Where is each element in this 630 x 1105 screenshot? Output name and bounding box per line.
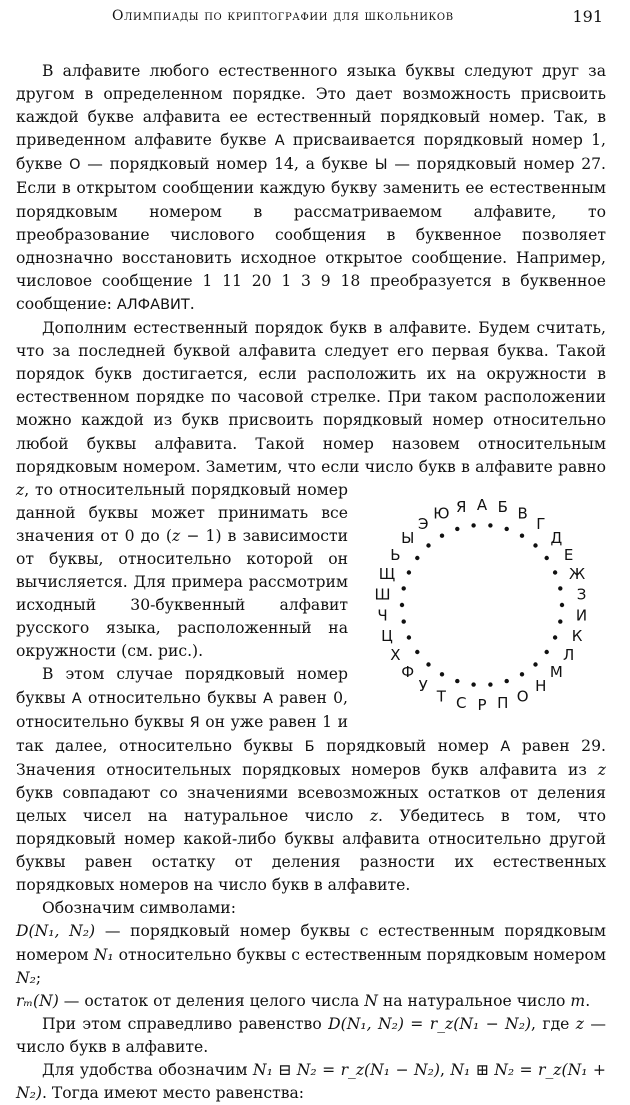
- article-body: [16, 60, 606, 1105]
- letter-y: Ы: [374, 157, 388, 174]
- circle-dot: [558, 619, 562, 623]
- circle-dot: [553, 570, 557, 574]
- circle-dot: [407, 570, 411, 574]
- circle-letter: У: [418, 676, 428, 695]
- circle-letter: Д: [550, 528, 563, 547]
- page-header: [0, 0, 630, 36]
- circle-letter: Э: [417, 514, 429, 533]
- circle-letter: Ю: [433, 504, 450, 523]
- letter-a: А: [274, 133, 285, 150]
- circle-letter: З: [576, 585, 587, 604]
- circle-letter: С: [455, 693, 467, 712]
- circle-letter: Я: [455, 497, 467, 516]
- circle-letter: Е: [563, 545, 574, 564]
- circle-dot: [560, 602, 564, 606]
- equation-minus: N₁ ⊟ N₂ = r_z(N₁ − N₂): [252, 1061, 440, 1080]
- circle-dot: [471, 523, 475, 527]
- circle-dot: [415, 649, 419, 653]
- page-number: 191: [572, 7, 603, 26]
- circle-dot: [455, 526, 459, 530]
- circle-letter: К: [571, 626, 583, 645]
- circle-letter: П: [497, 693, 509, 712]
- circle-letter: Ч: [377, 606, 388, 625]
- equation-d: D(N₁, N₂) = r_z(N₁ − N₂): [328, 1014, 532, 1033]
- equation-plus: N₁ ⊞ N₂ = r_z(N₁ + N₂): [16, 1061, 606, 1103]
- circle-dot: [553, 635, 557, 639]
- circle-dot: [426, 543, 430, 547]
- circle-letter: Ы: [401, 528, 415, 547]
- circle-letter: Ь: [390, 545, 401, 564]
- paragraph-relative-number: В этом случае порядковый номер буквы А относительно буквы А равен 0, относительно буквы Я он уже равен 1 и так далее, относительно буквы Б порядковый номер А равен 29. Значения относительных порядковых номеров букв алфавита из z букв совпадают со значениями всевозможных остатков от деления целых чисел на натуральное число z. Убедитесь в том, что порядковый номер какой-либо буквы алфавита относительно другой буквы равен остатку от деления разности их естественных порядковых номеров на число букв в алфавите.: [16, 665, 606, 895]
- circle-letter: Р: [477, 695, 487, 714]
- circle-letter: Б: [497, 497, 508, 516]
- circle-letter: Н: [535, 676, 547, 695]
- circle-letter: Ш: [374, 585, 391, 604]
- circle-dot: [533, 662, 537, 666]
- circle-dot: [545, 649, 549, 653]
- circle-dot: [545, 555, 549, 559]
- circle-dot: [402, 586, 406, 590]
- circle-dot: [471, 682, 475, 686]
- circle-dot: [520, 533, 524, 537]
- circle-letter: О: [516, 687, 529, 706]
- definition-r: rₘ(N) — остаток от деления целого числа N на натуральное число m.: [16, 991, 591, 1010]
- circle-letter: Л: [562, 645, 575, 664]
- circle-letter: Ж: [569, 564, 586, 583]
- circle-dot: [488, 523, 492, 527]
- paragraph-notation: Обозначим символами:: [42, 899, 236, 918]
- paragraph-alphabet-order: В алфавите любого естественного языка буквы следуют друг за другом в определенном порядке. Это дает возможность присвоить каждой букве алфавита ее естественный порядковый номер. Так, в приведенном алфавите букве А присваивается порядковый номер 1, букве О — порядковый номер 14, а букве Ы — порядковый номер 27. Если в открытом сообщении каждую букву заменить ее естественным порядковым номером в рассматриваемом алфавите, то преобразование числового сообщения в буквенное позволяет однозначно восстановить исходное открытое сообщение. Например, числовое сообщение 1 11 20 1 3 9 18 преобразуется в буквенное сообщение: АЛФАВИТ.: [16, 62, 607, 313]
- running-title: Олимпиады по криптографии для школьников: [112, 8, 454, 24]
- word-alfavit: АЛФАВИТ: [116, 296, 190, 313]
- circle-letter: Х: [390, 645, 401, 664]
- circle-dot: [402, 619, 406, 623]
- circle-dot: [558, 586, 562, 590]
- circle-dot: [505, 526, 509, 530]
- circle-letter: Г: [536, 514, 546, 533]
- circle-dot: [455, 679, 459, 683]
- circle-letter: А: [476, 495, 488, 514]
- circle-dot: [533, 543, 537, 547]
- circle-letter: В: [517, 504, 528, 523]
- circle-letter: М: [549, 662, 563, 681]
- circle-dot: [440, 533, 444, 537]
- circle-dot: [400, 602, 404, 606]
- paragraph-equality: При этом справедливо равенство D(N₁, N₂) = r_z(N₁ − N₂), где z — число букв в алфавите.: [16, 1014, 606, 1056]
- paragraph-circle-order: Дополним естественный порядок букв в алфавите. Будем считать, что за последней буквой алфавита следует его первая буква. Такой порядок букв достигается, если расположить их на окружности в естественном порядке по часовой стрелке. При таком расположении можно каждой из букв присвоить порядковый номер относительно любой буквы алфавита. Такой номер назовем относительным порядковым номером. Заметим, что если число букв в алфавите равно А Б В Г Д Е Ж З И К Л М Н О П Р С Т У Ф Х Ц Ч Ш Щ Ь Ы Э Ю Я z, то относительный порядковый номер данной буквы может принимать все значения от 0 до (z − 1) в зависимости от буквы, относительно которой он вычисляется. Для примера рассмотрим исходный 30-буквенный алфавит русского языка, расположенный на окружности (см. рис.).: [16, 317, 606, 663]
- circle-dot: [415, 555, 419, 559]
- paragraph-operations: Для удобства обозначим N₁ ⊟ N₂ = r_z(N₁ − N₂), N₁ ⊞ N₂ = r_z(N₁ + N₂). Тогда имеют место равенства:: [16, 1061, 606, 1103]
- circle-dot: [505, 679, 509, 683]
- circle-letter: Т: [436, 687, 446, 706]
- circle-letter: Ц: [381, 626, 393, 645]
- circle-letter: И: [575, 606, 588, 625]
- alphabet-circle-figure: [358, 485, 606, 721]
- letter-o: О: [69, 157, 81, 174]
- circle-letter: Ф: [401, 662, 415, 681]
- circle-dot: [407, 635, 411, 639]
- circle-letter: Щ: [378, 564, 396, 583]
- circle-dot: [520, 672, 524, 676]
- definition-d: D(N₁, N₂) — порядковый номер буквы с естественным порядковым номером N₁ относительно буквы с естественным порядковым номером N₂;: [16, 922, 607, 987]
- circle-dot: [440, 672, 444, 676]
- circle-dot: [488, 682, 492, 686]
- circle-dot: [426, 662, 430, 666]
- alphabet-circle-svg: [358, 485, 606, 721]
